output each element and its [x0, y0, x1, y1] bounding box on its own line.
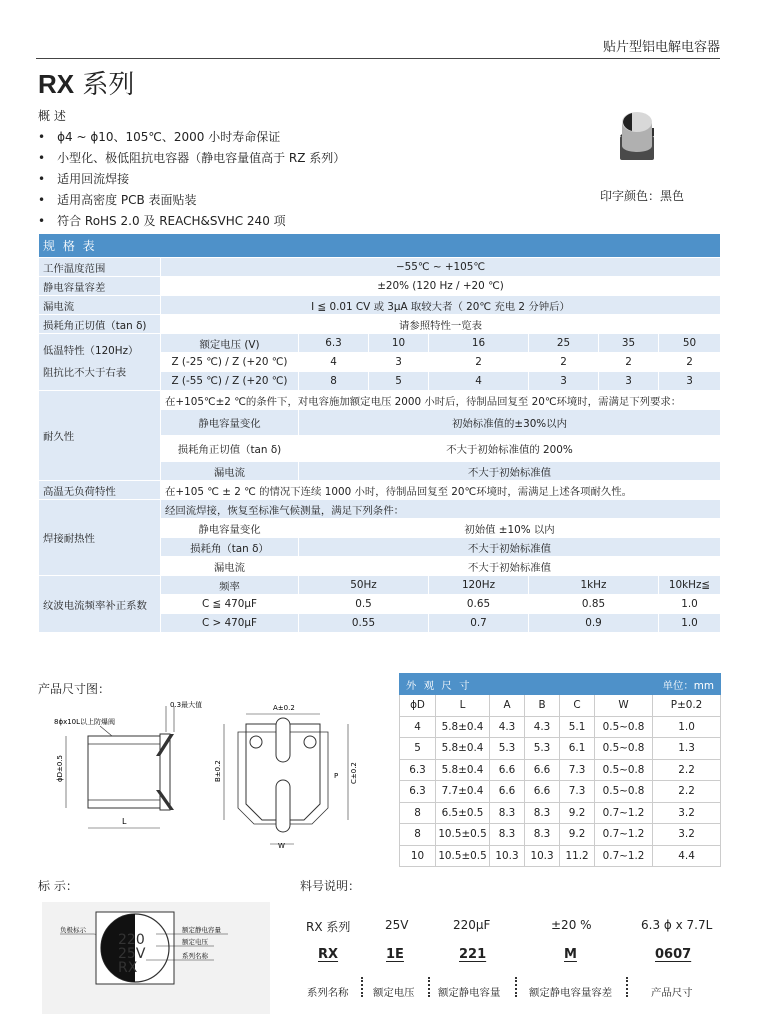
spec-value: I ≦ 0.01 CV 或 3μA 取较大者（ 20℃ 充电 2 分钟后）: [161, 296, 721, 315]
dim-col-header: C: [560, 695, 595, 717]
endurance-intro: 在+105℃±2 ℃的条件下，对电容施加额定电压 2000 小时后，待制品回复至 20℃环境时，需满足下列要求：: [161, 391, 721, 410]
dim-cell: 6.6: [525, 759, 560, 781]
dim-cell: 0.5~0.8: [595, 781, 653, 803]
pn-desc: 额定电压: [373, 987, 415, 999]
voltage-cell: 6.3: [299, 334, 369, 353]
pn-code: RX: [318, 947, 339, 962]
spec-value: 不大于初始标准值: [299, 538, 721, 557]
overview-heading: 概 述: [38, 109, 66, 123]
overview-item: • 适用高密度 PCB 表面贴装: [38, 190, 345, 211]
neg-label: 负极标示: [60, 926, 86, 934]
ripple-cell: 0.65: [429, 595, 529, 614]
spec-label: 纹波电流频率补正系数: [39, 576, 161, 633]
print-color-note: 印字颜色：黑色: [600, 189, 685, 203]
ripple-head: 1kHz: [529, 576, 659, 595]
pn-code: 1E: [386, 947, 404, 962]
table-row: [400, 759, 721, 781]
dim-cell: 5.1: [560, 716, 595, 738]
dim-cell: 4.4: [653, 845, 721, 867]
spec-label: 工作温度范围: [39, 258, 161, 277]
table-row: [400, 716, 721, 738]
ripple-cell: 1.0: [659, 595, 721, 614]
z55-cell: 3: [529, 372, 599, 391]
dim-cell: 6.3: [400, 781, 436, 803]
pn-desc: 系列名称: [307, 987, 349, 999]
dim-cell: 8: [400, 802, 436, 824]
a-label: A±0.2: [273, 704, 295, 712]
z25-cell: 2: [599, 353, 659, 372]
overview-item: • 小型化、极低阻抗电容器（静电容量值高于 RZ 系列）: [38, 148, 345, 169]
spec-value: 请参照特性一览表: [161, 315, 721, 334]
max-label: 0.3最大值: [170, 701, 203, 709]
ripple-head: 频率: [161, 576, 299, 595]
spec-sublabel: Z (-25 ℃) / Z (+20 ℃): [161, 353, 299, 372]
dim-cell: 7.3: [560, 759, 595, 781]
cap-label: 额定静电容量: [182, 926, 221, 934]
marking-title: 标 示：: [38, 879, 78, 893]
pn-desc: 额定静电容量: [438, 987, 501, 999]
dim-table-unit: 单位：mm: [560, 674, 721, 695]
dim-cell: 10.3: [490, 845, 525, 867]
spec-value: 不大于初始标准值: [299, 462, 721, 481]
dim-col-header: A: [490, 695, 525, 717]
p-label: P: [334, 772, 339, 780]
z55-cell: 8: [299, 372, 369, 391]
dim-cell: 8: [400, 824, 436, 846]
dim-cell: 9.2: [560, 824, 595, 846]
voltage-cell: 10: [369, 334, 429, 353]
dim-col-header: B: [525, 695, 560, 717]
marking-diagram: [38, 896, 278, 1016]
dim-cell: 8.3: [490, 824, 525, 846]
pn-separator: [361, 977, 363, 997]
length-label: L: [122, 817, 127, 826]
dim-cell: 0.7~1.2: [595, 802, 653, 824]
overview-item: • ϕ4 ~ ϕ10、105℃、2000 小时寿命保证: [38, 127, 345, 148]
z25-cell: 2: [659, 353, 721, 372]
capacitor-photo: [614, 108, 660, 164]
spec-label: 损耗角正切值（tan δ): [39, 315, 161, 334]
pn-desc: 产品尺寸: [651, 987, 693, 999]
pn-separator: [626, 977, 628, 997]
pn-name: 25V: [385, 918, 409, 932]
ripple-head: 50Hz: [299, 576, 429, 595]
series-label: 系列名称: [182, 952, 208, 960]
dim-cell: 6.1: [560, 738, 595, 760]
dim-col-header: ϕD: [400, 695, 436, 717]
dim-cell: 1.0: [653, 716, 721, 738]
spec-label: 焊接耐热性: [39, 500, 161, 576]
z25-cell: 4: [299, 353, 369, 372]
pn-separator: [428, 977, 430, 997]
volt-label: 额定电压: [182, 938, 208, 946]
overview-item: • 适用回流焊接: [38, 169, 345, 190]
dim-cell: 3.2: [653, 824, 721, 846]
dim-cell: 6.6: [490, 781, 525, 803]
dim-cell: 10.3: [525, 845, 560, 867]
dim-col-header: P±0.2: [653, 695, 721, 717]
dimension-drawing: [38, 698, 383, 850]
spec-sublabel: 漏电流: [161, 557, 299, 576]
ripple-cell: 1.0: [659, 614, 721, 633]
pn-name: 6.3 ϕ x 7.7L: [641, 918, 713, 932]
dim-cell: 0.5~0.8: [595, 759, 653, 781]
voltage-cell: 25: [529, 334, 599, 353]
dim-cell: 0.7~1.2: [595, 824, 653, 846]
pn-code: M: [564, 947, 577, 962]
dim-cell: 6.6: [525, 781, 560, 803]
table-row: [400, 802, 721, 824]
mark-cap: 220: [118, 932, 145, 948]
dim-cell: 8.3: [525, 802, 560, 824]
spec-label: 高温无负荷特性: [39, 481, 161, 500]
spec-sublabel: 损耗角正切值（tan δ): [161, 436, 299, 462]
title-bold: RX: [38, 69, 75, 99]
ripple-cell: 0.55: [299, 614, 429, 633]
overview: [38, 106, 345, 232]
dim-cell: 9.2: [560, 802, 595, 824]
voltage-cell: 16: [429, 334, 529, 353]
dim-cell: 10.5±0.5: [436, 824, 490, 846]
spec-sublabel: 额定电压 (V): [161, 334, 299, 353]
header-category: 贴片型铝电解电容器: [602, 40, 720, 55]
header-divider: [36, 58, 720, 59]
dim-cell: 3.2: [653, 802, 721, 824]
z55-cell: 5: [369, 372, 429, 391]
page-title: [38, 64, 134, 101]
dim-cell: 0.5~0.8: [595, 716, 653, 738]
spec-sublabel: 漏电流: [161, 462, 299, 481]
part-number-title: 料号说明：: [300, 879, 361, 893]
dim-cell: 2.2: [653, 759, 721, 781]
dim-cell: 8.3: [525, 824, 560, 846]
spec-table: [38, 233, 721, 633]
ripple-head: 120Hz: [429, 576, 529, 595]
spec-label: 漏电流: [39, 296, 161, 315]
ripple-cell: C > 470μF: [161, 614, 299, 633]
mark-series: RX: [118, 960, 138, 976]
dim-cell: 1.3: [653, 738, 721, 760]
dim-cell: 4.3: [490, 716, 525, 738]
spec-sublabel: 损耗角（tan δ）: [161, 538, 299, 557]
ripple-cell: 0.7: [429, 614, 529, 633]
dim-cell: 10: [400, 845, 436, 867]
w-label: W: [278, 842, 285, 850]
voltage-cell: 50: [659, 334, 721, 353]
vent-label: 8ϕx10L以上防爆阀: [54, 718, 116, 726]
spec-title: 规 格 表: [39, 234, 721, 258]
table-row: [400, 781, 721, 803]
dim-cell: 11.2: [560, 845, 595, 867]
dim-cell: 6.5±0.5: [436, 802, 490, 824]
pn-code: 0607: [655, 947, 692, 962]
dim-cell: 5.8±0.4: [436, 759, 490, 781]
dim-cell: 0.5~0.8: [595, 738, 653, 760]
dim-col-header: W: [595, 695, 653, 717]
z25-cell: 2: [529, 353, 599, 372]
z55-cell: 3: [659, 372, 721, 391]
dim-cell: 0.7~1.2: [595, 845, 653, 867]
lowtemp-label-1: 低温特性（120Hz）: [43, 345, 139, 357]
pn-desc: 额定静电容量容差: [529, 987, 613, 999]
dim-cell: 10.5±0.5: [436, 845, 490, 867]
c-label: C±0.2: [350, 762, 358, 784]
spec-value: 在+105 ℃ ± 2 ℃ 的情况下连续 1000 小时，待制品回复至 20℃环境时，需满足上述各项耐久性。: [161, 481, 721, 500]
pn-name: 220μF: [453, 918, 491, 932]
dim-cell: 5.3: [525, 738, 560, 760]
b-label: B±0.2: [214, 760, 222, 782]
spec-value: 初始标准值的±30%以内: [299, 410, 721, 436]
dims-drawing-title: 产品尺寸图：: [38, 682, 111, 696]
diameter-label: ϕD±0.5: [56, 754, 64, 782]
table-row: [400, 738, 721, 760]
title-rest: 系列: [74, 70, 135, 100]
dim-table-title: 外 观 尺 寸: [400, 674, 560, 695]
spec-label: 静电容量容差: [39, 277, 161, 296]
dim-cell: 5: [400, 738, 436, 760]
ripple-cell: 0.5: [299, 595, 429, 614]
mark-volt: 25V: [118, 946, 146, 962]
dim-cell: 5.8±0.4: [436, 716, 490, 738]
dim-cell: 5.8±0.4: [436, 738, 490, 760]
table-row: [400, 845, 721, 867]
spec-sublabel: Z (-55 ℃) / Z (+20 ℃): [161, 372, 299, 391]
spec-sublabel: 静电容量变化: [161, 519, 299, 538]
solder-intro: 经回流焊接，恢复至标准气候测量，满足下列条件：: [161, 500, 721, 519]
spec-value: −55℃ ~ +105℃: [161, 258, 721, 277]
dim-cell: 2.2: [653, 781, 721, 803]
pn-name: RX 系列: [306, 920, 351, 934]
ripple-cell: 0.85: [529, 595, 659, 614]
spec-label: [39, 334, 161, 391]
spec-label: 耐久性: [39, 391, 161, 481]
spec-value: 不大于初始标准值: [299, 557, 721, 576]
z55-cell: 3: [599, 372, 659, 391]
spec-value: 不大于初始标准值的 200%: [299, 436, 721, 462]
pn-code: 221: [459, 947, 487, 962]
dim-cell: 7.7±0.4: [436, 781, 490, 803]
dim-cell: 7.3: [560, 781, 595, 803]
ripple-cell: 0.9: [529, 614, 659, 633]
spec-value: 初始值 ±10% 以内: [299, 519, 721, 538]
dim-cell: 6.6: [490, 759, 525, 781]
pn-separator: [515, 977, 517, 997]
spec-value: ±20% (120 Hz / +20 ℃): [161, 277, 721, 296]
voltage-cell: 35: [599, 334, 659, 353]
ripple-head: 10kHz≦: [659, 576, 721, 595]
dim-cell: 4: [400, 716, 436, 738]
dim-cell: 4.3: [525, 716, 560, 738]
dimension-table: [399, 673, 721, 867]
pn-name: ±20 %: [551, 918, 592, 932]
dim-cell: 8.3: [490, 802, 525, 824]
dim-cell: 6.3: [400, 759, 436, 781]
lowtemp-label-2: 阻抗比不大于右表: [43, 367, 127, 379]
table-row: [400, 824, 721, 846]
overview-item: • 符合 RoHS 2.0 及 REACH&SVHC 240 项: [38, 211, 345, 232]
dim-col-header: L: [436, 695, 490, 717]
dim-cell: 5.3: [490, 738, 525, 760]
spec-sublabel: 静电容量变化: [161, 410, 299, 436]
z25-cell: 2: [429, 353, 529, 372]
z55-cell: 4: [429, 372, 529, 391]
ripple-cell: C ≦ 470μF: [161, 595, 299, 614]
z25-cell: 3: [369, 353, 429, 372]
